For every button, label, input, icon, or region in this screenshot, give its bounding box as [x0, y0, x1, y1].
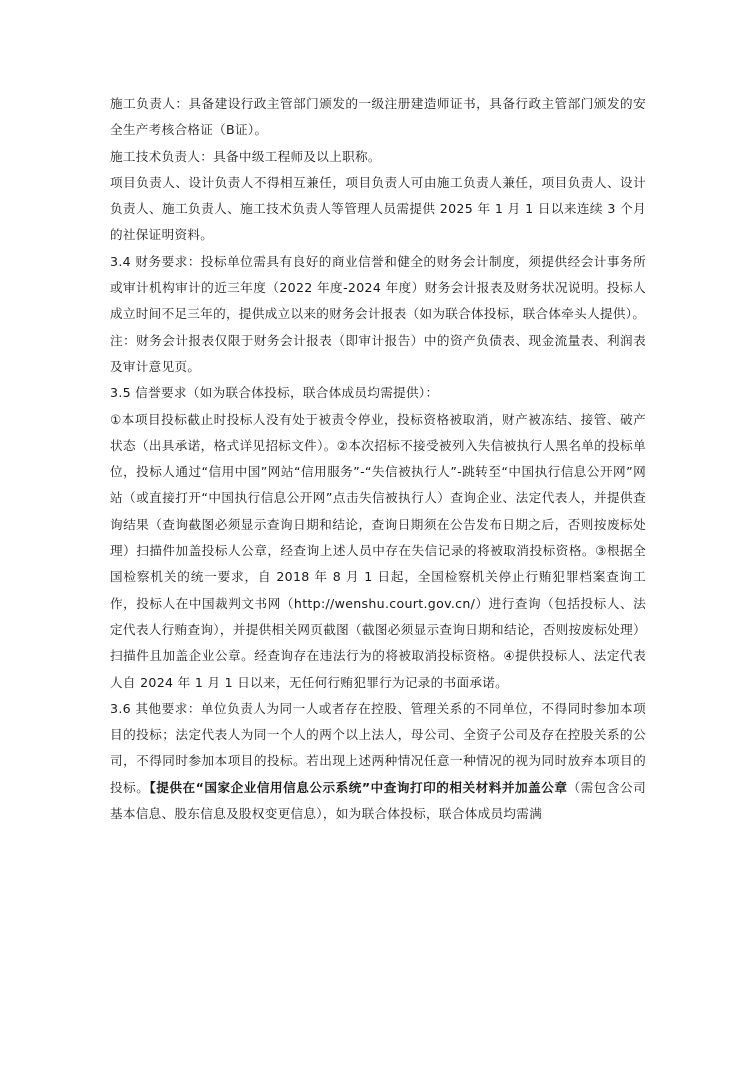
other-requirements-text: 3.6 其他要求：单位负责人为同一人或者存在控股、管理关系的不同单位，不得同时参加本项目的投标；法定代表人为同一个人的两个以上法人，母公司、全资子公司及存在控股关系的公司，不得同时参加本项目的投标。若出现上述两种情况任意一种情况的视为同时放弃本项目的投标。: [110, 700, 646, 795]
credit-info-normal-text: （需包含公司基本信息、股东信息及股权变更信息），如为联合体投标，联合体成员均需满: [110, 779, 646, 822]
paragraph-personnel-requirements: 项目负责人、设计负责人不得相互兼任，项目负责人可由施工负责人兼任，项目负责人、设计负责人、施工负责人、施工技术负责人等管理人员需提供 2025 年 1 月 1 日以来连续 3 个月的社保证明资料。: [110, 174, 646, 243]
paragraph-construction-lead: 施工负责人：具备建设行政主管部门颁发的一级注册建造师证书，具备行政主管部门颁发的安全生产考核合格证（B证）。: [110, 96, 646, 138]
paragraph-technical-lead: 施工技术负责人：具备中级工程师及以上职称。: [110, 148, 381, 164]
paragraph-financial-note: 注：财务会计报表仅限于财务会计报表（即审计报告）中的资产负债表、现金流量表、利润表及审计意见页。: [110, 332, 646, 374]
document-body: [110, 91, 646, 827]
credit-info-bold-text: 【提供在“国家企业信用信息公示系统”中查询打印的相关材料并加盖公章: [149, 779, 568, 795]
paragraph-financial-requirements: 3.4 财务要求：投标单位需具有良好的商业信誉和健全的财务会计制度，须提供经会计事务所或审计机构审计的近三年度（2022 年度-2024 年度）财务会计报表及财务状况说明。投标人成立时间不足三年的，提供成立以来的财务会计报表（如为联合体投标，联合体牵头人提供）。: [110, 253, 646, 322]
paragraph-reputation-details: ①本项目投标截止时投标人没有处于被责令停业，投标资格被取消，财产被冻结、接管、破产状态（出具承诺，格式详见招标文件）。②本次招标不接受被列入失信被执行人黑名单的投标单位，投标人通过“信用中国”网站“信用服务”-“失信被执行人”-跳转至“中国执行信息公开网”网站（或直接打开“中国执行信息公开网”点击失信被执行人）查询企业、法定代表人，并提供查询结果（查询截图必须显示查询日期和结论，查询日期须在公告发布日期之后，否则按废标处理）扫描件加盖投标人公章，经查询上述人员中存在失信记录的将被取消投标资格。③根据全国检察机关的统一要求，自 2018 年 8 月 1 日起，全国检察机关停止行贿犯罪档案查询工作，投标人在中国裁判文书网（http://wenshu.court.gov.cn/）进行查询（包括投标人、法定代表人行贿查询），并提供相关网页截图（截图必须显示查询日期和结论，否则按废标处理）扫描件且加盖企业公章。经查询存在违法行为的将被取消投标资格。④提供投标人、法定代表人自 2024 年 1 月 1 日以来，无任何行贿犯罪行为记录的书面承诺。: [110, 411, 646, 690]
paragraph-other-requirements: [110, 696, 646, 827]
paragraph-reputation-heading: 3.5 信誉要求（如为联合体投标，联合体成员均需提供）：: [110, 385, 439, 401]
